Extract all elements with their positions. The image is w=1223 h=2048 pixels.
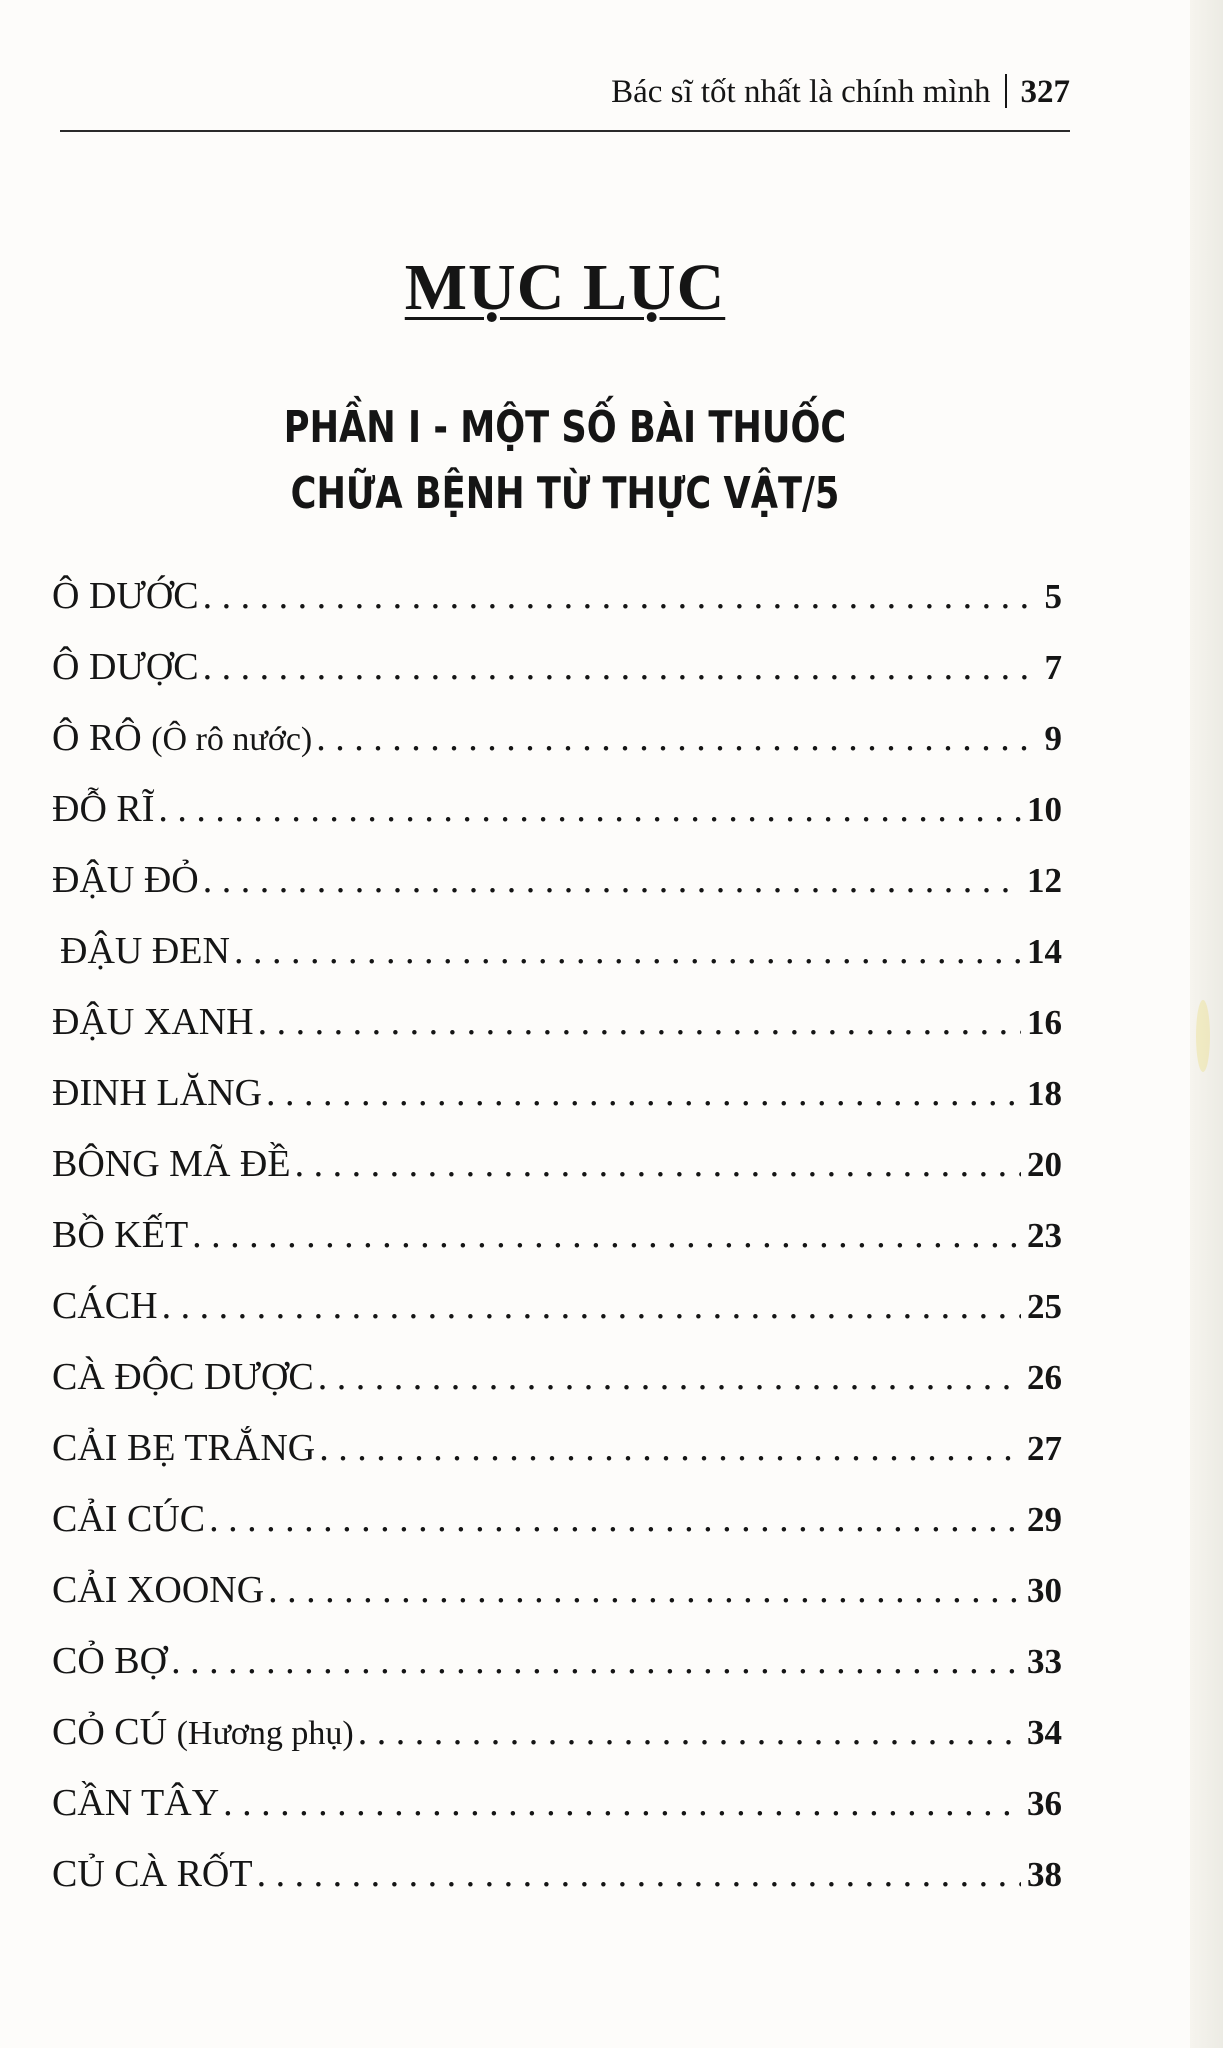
- toc-entry-title: ĐẬU ĐEN: [60, 930, 230, 972]
- toc-entry[interactable]: [52, 856, 1062, 927]
- toc-entry-title: ĐẬU ĐỎ: [52, 859, 199, 901]
- toc-entry-title: CỎ BỢ: [52, 1640, 168, 1682]
- part-heading-line-2: CHỮA BỆNH TỪ THỰC VẬT/5: [290, 468, 840, 519]
- toc-entry[interactable]: [52, 572, 1062, 643]
- toc-entry-subtitle: (Hương phụ): [176, 1715, 354, 1752]
- toc-entry[interactable]: [52, 1495, 1062, 1566]
- toc-entry-page: 23: [1027, 1216, 1062, 1255]
- toc-entry-title: BÔNG MÃ ĐỀ: [52, 1143, 291, 1185]
- toc-entry[interactable]: [52, 643, 1062, 714]
- dot-leader: [319, 1424, 1021, 1472]
- dot-leader: [209, 1495, 1021, 1543]
- toc-entry[interactable]: [52, 714, 1062, 785]
- book-title: Bác sĩ tốt nhất là chính mình: [611, 74, 991, 110]
- toc-entry[interactable]: [52, 1211, 1062, 1282]
- dot-leader: [158, 785, 1021, 833]
- dot-leader: [223, 1779, 1021, 1827]
- toc-entry-title: ĐỖ RĨ: [52, 788, 155, 830]
- dot-leader: [257, 1850, 1021, 1898]
- part-heading-line-1: PHẦN I - MỘT SỐ BÀI THUỐC: [283, 402, 847, 453]
- toc-entry[interactable]: [52, 1779, 1062, 1850]
- toc-entry-title: ĐINH LĂNG: [52, 1072, 263, 1114]
- part-heading: [113, 395, 1017, 527]
- toc-entry-page: 16: [1027, 1003, 1062, 1042]
- toc-entry-page: 36: [1027, 1784, 1062, 1823]
- dot-leader: [268, 1566, 1021, 1614]
- toc-entry-title: Ô DƯỢC: [52, 646, 199, 688]
- toc-entry-title: CỎ CÚ (Hương phụ): [52, 1711, 354, 1753]
- toc-entry[interactable]: [52, 998, 1062, 1069]
- toc-entry-page: 33: [1027, 1642, 1062, 1681]
- toc-entry-title: CẢI BẸ TRẮNG: [52, 1427, 316, 1469]
- toc-entry-title: CÀ ĐỘC DƯỢC: [52, 1356, 314, 1398]
- page-stain: [1196, 1000, 1210, 1072]
- dot-leader: [171, 1637, 1021, 1685]
- toc-entry-title: CÁCH: [52, 1285, 158, 1327]
- dot-leader: [316, 714, 1036, 762]
- toc-entry-page: 9: [1044, 719, 1062, 758]
- toc-entry-page: 26: [1027, 1358, 1062, 1397]
- toc-title: MỤC LỤC: [404, 251, 726, 324]
- dot-leader: [203, 572, 1036, 620]
- toc-entry-page: 25: [1027, 1287, 1062, 1326]
- dot-leader: [358, 1708, 1021, 1756]
- toc-entry[interactable]: [52, 1708, 1062, 1779]
- dot-leader: [295, 1140, 1021, 1188]
- toc-entry[interactable]: [52, 1566, 1062, 1637]
- toc-entry[interactable]: [52, 1424, 1062, 1495]
- toc-entry-page: 20: [1027, 1145, 1062, 1184]
- running-header: [60, 72, 1070, 112]
- toc-entry[interactable]: [52, 1069, 1062, 1140]
- toc-entry[interactable]: [52, 1637, 1062, 1708]
- dot-leader: [192, 1211, 1021, 1259]
- toc-entry-title: CỦ CÀ RỐT: [52, 1853, 253, 1895]
- toc-entry-page: 14: [1027, 932, 1062, 971]
- dot-leader: [234, 927, 1021, 975]
- page-number: 327: [1020, 74, 1070, 110]
- toc-entry-page: 10: [1027, 790, 1062, 829]
- toc-entry-title: CẢI XOONG: [52, 1569, 265, 1611]
- toc-entry[interactable]: [52, 1850, 1062, 1921]
- toc-entry[interactable]: [52, 785, 1062, 856]
- dot-leader: [203, 643, 1036, 691]
- dot-leader: [258, 998, 1021, 1046]
- toc-entry-title: Ô DƯỚC: [52, 575, 199, 617]
- toc-entry-title: ĐẬU XANH: [52, 1001, 254, 1043]
- dot-leader: [203, 856, 1021, 904]
- toc-list: [52, 572, 1062, 1921]
- toc-entry-page: 30: [1027, 1571, 1062, 1610]
- toc-entry-page: 29: [1027, 1500, 1062, 1539]
- toc-entry-title: Ô RÔ (Ô rô nước): [52, 717, 313, 759]
- dot-leader: [318, 1353, 1021, 1401]
- toc-entry[interactable]: [52, 1140, 1062, 1211]
- toc-entry-page: 7: [1044, 648, 1062, 687]
- toc-entry-title: BỒ KẾT: [52, 1214, 189, 1256]
- toc-entry-page: 12: [1027, 861, 1062, 900]
- header-separator: [1005, 74, 1007, 108]
- toc-entry-title: CẢI CÚC: [52, 1498, 206, 1540]
- dot-leader: [266, 1069, 1021, 1117]
- dot-leader: [162, 1282, 1021, 1330]
- toc-entry[interactable]: [52, 1282, 1062, 1353]
- toc-entry-page: 18: [1027, 1074, 1062, 1113]
- toc-entry-page: 5: [1044, 577, 1062, 616]
- toc-entry-page: 34: [1027, 1713, 1062, 1752]
- toc-entry[interactable]: [52, 927, 1062, 998]
- toc-entry-subtitle: (Ô rô nước): [151, 721, 313, 758]
- toc-entry-title: CẦN TÂY: [52, 1782, 220, 1824]
- header-rule: [60, 130, 1070, 132]
- toc-entry-page: 38: [1027, 1855, 1062, 1894]
- toc-entry-page: 27: [1027, 1429, 1062, 1468]
- toc-entry[interactable]: [52, 1353, 1062, 1424]
